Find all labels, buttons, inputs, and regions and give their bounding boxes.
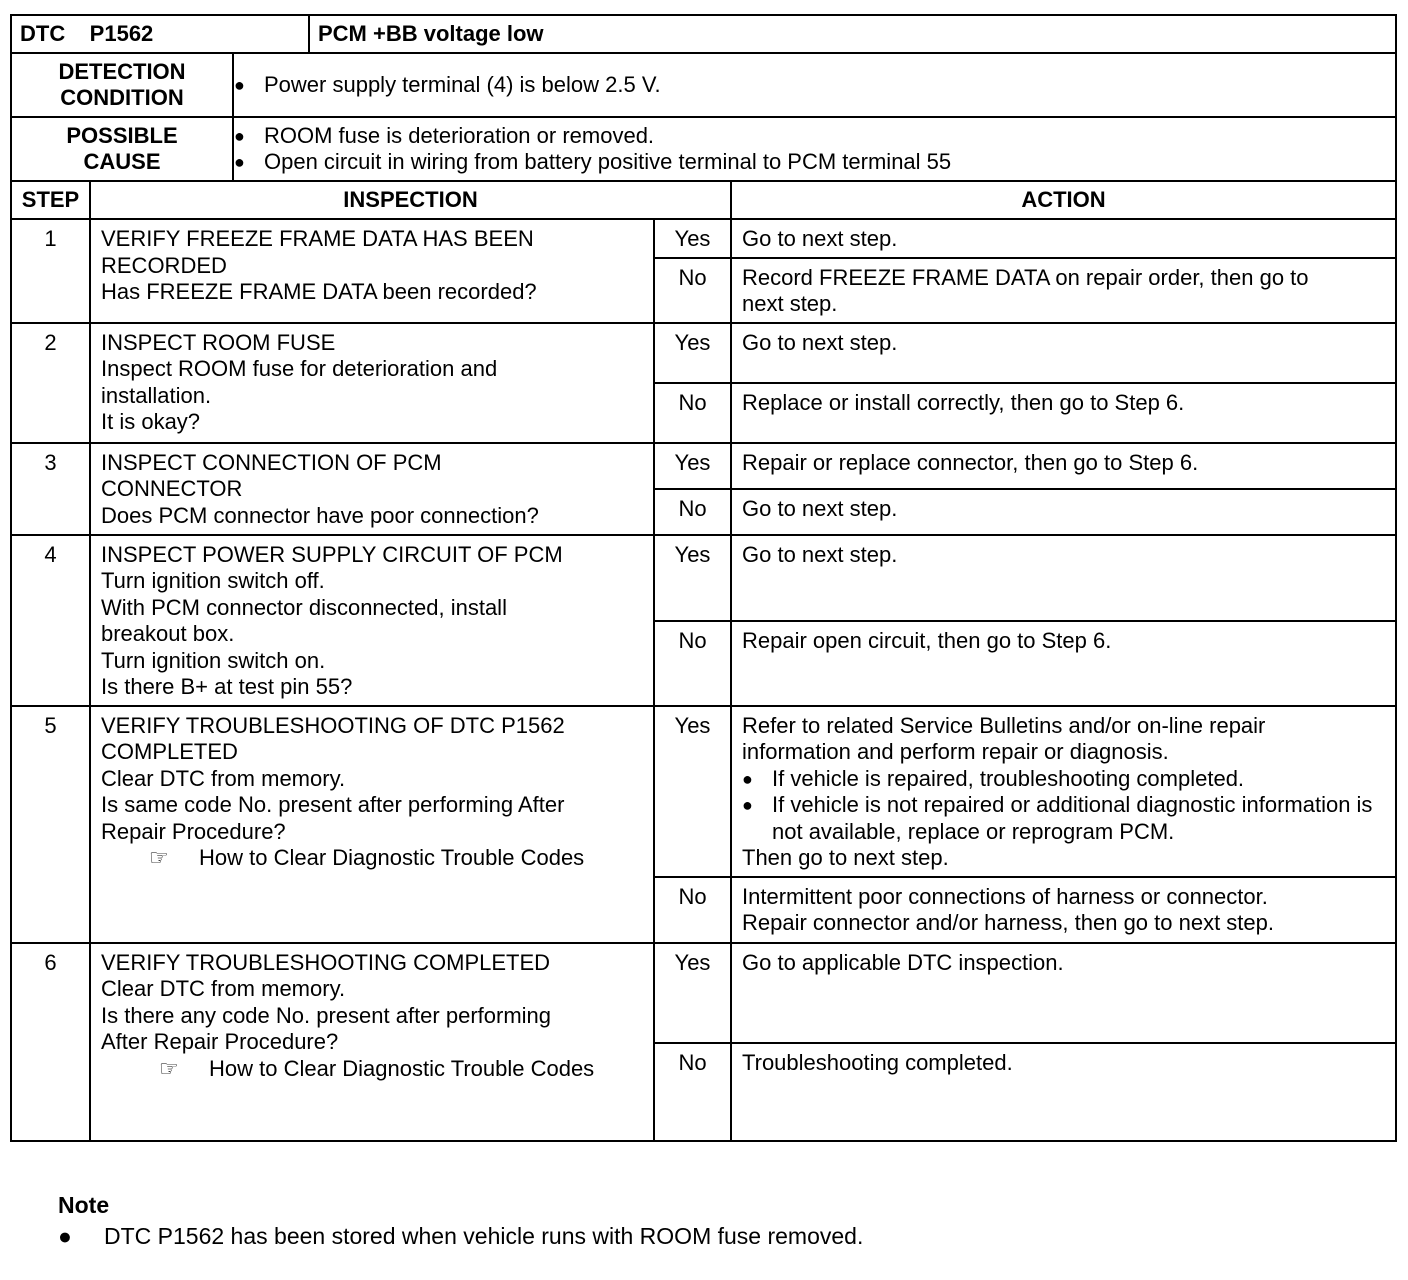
cause-label: POSSIBLE CAUSE: [11, 117, 233, 181]
yes-label: Yes: [654, 443, 731, 489]
yes-label: Yes: [654, 219, 731, 258]
step-inspection: VERIFY FREEZE FRAME DATA HAS BEEN RECORDED Has FREEZE FRAME DATA been recorded?: [90, 219, 654, 323]
possible-causes: ● ROOM fuse is deterioration or removed. ● Open circuit in wiring from battery positive terminal to PCM terminal 55: [233, 117, 1396, 181]
pointing-hand-icon: ☞: [149, 845, 169, 870]
no-action: Troubleshooting completed.: [731, 1043, 1396, 1141]
step-number: 2: [11, 323, 90, 443]
no-action: Replace or install correctly, then go to Step 6.: [731, 383, 1396, 443]
bullet-icon: ●: [234, 74, 245, 95]
step-number: 3: [11, 443, 90, 535]
step-number: 5: [11, 706, 90, 943]
no-label: No: [654, 1043, 731, 1141]
note-title: Note: [58, 1192, 110, 1218]
no-action: Repair open circuit, then go to Step 6.: [731, 621, 1396, 706]
pointing-hand-icon: ☞: [159, 1055, 179, 1081]
no-label: No: [654, 489, 731, 535]
yes-label: Yes: [654, 706, 731, 877]
step-number: 4: [11, 535, 90, 706]
step-inspection: INSPECT POWER SUPPLY CIRCUIT OF PCM Turn ignition switch off. With PCM connector disconnected, install breakout box. Turn ignition switch on. Is there B+ at test pin 55?: [90, 535, 654, 706]
note-section: [58, 1192, 863, 1250]
dtc-code: P1562: [89, 20, 154, 46]
inspection-column-header: INSPECTION: [90, 181, 731, 219]
dtc-code-cell: [11, 15, 309, 53]
dtc-description: PCM +BB voltage low: [309, 15, 1396, 53]
dtc-label: DTC: [20, 20, 66, 46]
step-number: 1: [11, 219, 90, 323]
bullet-icon: ●: [742, 768, 753, 789]
step-inspection: INSPECT ROOM FUSE Inspect ROOM fuse for deterioration and installation. It is okay?: [90, 323, 654, 443]
reference-link[interactable]: ☞ How to Clear Diagnostic Trouble Codes: [149, 845, 585, 870]
yes-action: Refer to related Service Bulletins and/or on-line repair information and perform repair or diagnosis. ● If vehicle is repaired, troubleshooting completed. ● If vehicle is not repaired or additional diagnostic information is not available, replace or reprogram PCM. Then go to next step.: [731, 706, 1396, 877]
yes-label: Yes: [654, 323, 731, 383]
detection-condition: ● Power supply terminal (4) is below 2.5 V.: [233, 53, 1396, 117]
step-column-header: STEP: [11, 181, 90, 219]
step-inspection: VERIFY TROUBLESHOOTING OF DTC P1562 COMPLETED Clear DTC from memory. Is same code No. present after performing After Repair Procedure? ☞ How to Clear Diagnostic Trouble Codes: [90, 706, 654, 943]
yes-label: Yes: [654, 943, 731, 1043]
yes-action: Go to next step.: [731, 323, 1396, 383]
detection-label: DETECTION CONDITION: [11, 53, 233, 117]
yes-label: Yes: [654, 535, 731, 621]
yes-action: Go to next step.: [731, 219, 1396, 258]
no-label: No: [654, 258, 731, 323]
dtc-table: [10, 14, 1397, 1142]
bullet-icon: ●: [58, 1223, 72, 1249]
no-action: Go to next step.: [731, 489, 1396, 535]
action-column-header: ACTION: [731, 181, 1396, 219]
no-label: No: [654, 877, 731, 943]
no-label: No: [654, 621, 731, 706]
bullet-icon: ●: [234, 125, 245, 146]
yes-action: Repair or replace connector, then go to Step 6.: [731, 443, 1396, 489]
bullet-icon: ●: [742, 795, 753, 815]
no-action: Record FREEZE FRAME DATA on repair order, then go to next step.: [731, 258, 1396, 323]
note-item: ● DTC P1562 has been stored when vehicle runs with ROOM fuse removed.: [58, 1223, 864, 1249]
yes-action: Go to applicable DTC inspection.: [731, 943, 1396, 1043]
step-number: 6: [11, 943, 90, 1141]
no-label: No: [654, 383, 731, 443]
step-inspection: INSPECT CONNECTION OF PCM CONNECTOR Does PCM connector have poor connection?: [90, 443, 654, 535]
no-action: Intermittent poor connections of harness or connector. Repair connector and/or harness, then go to next step.: [731, 877, 1396, 943]
step-inspection: VERIFY TROUBLESHOOTING COMPLETED Clear DTC from memory. Is there any code No. present after performing After Repair Procedure? ☞ How to Clear Diagnostic Trouble Codes: [90, 943, 654, 1141]
yes-action: Go to next step.: [731, 535, 1396, 621]
reference-link[interactable]: ☞ How to Clear Diagnostic Trouble Codes: [159, 1055, 595, 1081]
bullet-icon: ●: [234, 152, 245, 172]
